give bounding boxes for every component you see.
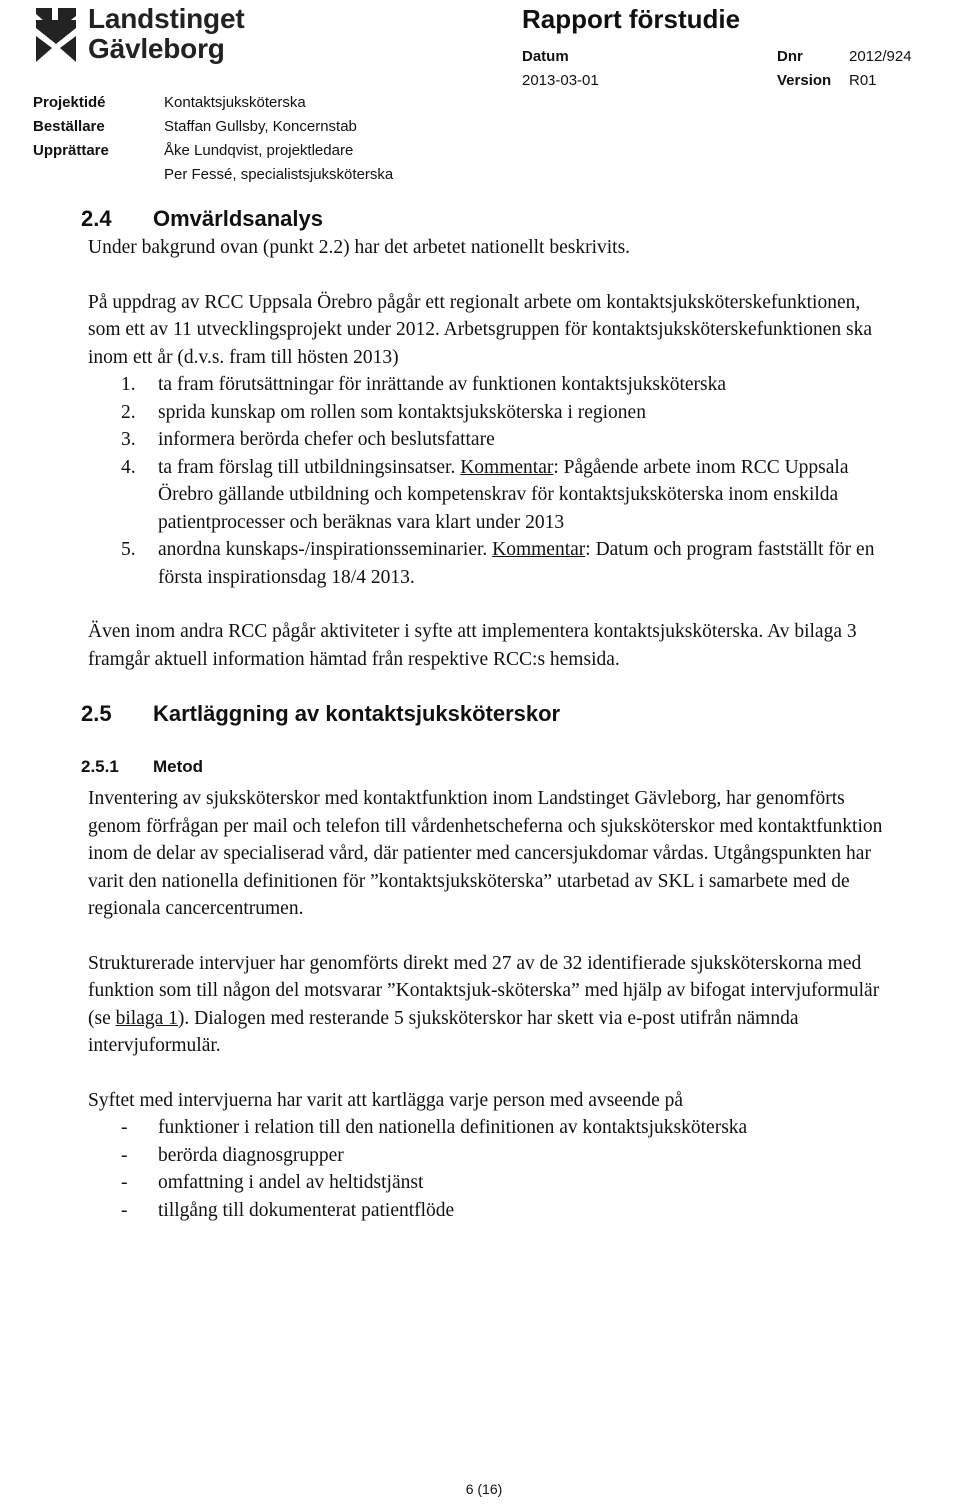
dnr-value: 2012/924 (849, 48, 912, 65)
list-item: - tillgång till dokumenterat patientflöde (121, 1199, 455, 1221)
datum-value: 2013-03-01 (522, 72, 599, 89)
landstinget-logo (32, 4, 262, 66)
section-2-5-1-heading: 2.5.1 Metod (81, 757, 204, 776)
dnr-label: Dnr (777, 48, 803, 65)
kommentar-label: Kommentar (492, 539, 586, 560)
list-item: - omfattning i andel av heltidstjänst (121, 1172, 424, 1193)
datum-label: Datum (522, 48, 569, 65)
report-title: Rapport förstudie (522, 4, 741, 34)
upprattare-value-2: Per Fessé, specialistsjuksköterska (164, 166, 394, 183)
s251-bullet-list (88, 1114, 888, 1224)
logo-line-1: Landstinget (88, 3, 245, 34)
upprattare-label: Upprättare (33, 142, 109, 159)
list-item: 4. ta fram förslag till utbildningsinsatser. Kommentar: Pågående arbete inom RCC Uppsala Örebro gällande utbildning och kompetenskrav för kontaktsjuksköterska inom enskilda patientprocesser och beräknas vara klart under 2013 (121, 456, 849, 533)
version-value: R01 (849, 72, 877, 89)
page-number: 6 (16) (465, 1481, 503, 1497)
section-number: 2.4 (81, 206, 112, 231)
landstinget-logo-icon (32, 6, 80, 64)
list-item: 3. informera berörda chefer och beslutsfattare (121, 429, 495, 450)
section-2-5-heading: 2.5 Kartläggning av kontaktsjuksköterskor (81, 701, 561, 726)
s24-numbered-list (88, 371, 888, 591)
list-item: 5. anordna kunskaps-/inspirationsseminarier. Kommentar: Datum och program fastställt för en första inspirationsdag 18/4 2013. (121, 539, 875, 588)
s251-paragraph-3: Syftet med intervjuerna har varit att kartlägga varje person med avseende på (88, 1089, 684, 1111)
version-label: Version (777, 72, 832, 89)
bilaga-1-link[interactable]: bilaga 1 (115, 1007, 178, 1029)
projektide-value: Kontaktsjuksköterska (164, 94, 306, 111)
section-title: Omvärldsanalys (153, 206, 323, 231)
list-item: 2. sprida kunskap om rollen som kontaktsjuksköterska i regionen (121, 401, 646, 423)
s251-paragraph-1: Inventering av sjuksköterskor med kontaktfunktion inom Landstinget Gävleborg, har genomförts genom förfrågan per mail och telefon till vårdenhetscheferna och sjuksköterskor med kontaktfunktion inom de delar av specialiserad vård, där patienter med cancersjukdomar vårdas. Utgångspunkten har varit den nationella definitionen för ”kontaktsjuksköterska” utarbetad av SKL i samarbete med de regionala cancercentrumen. (88, 788, 883, 919)
list-item: - funktioner i relation till den nationella definitionen av kontaktsjuksköterska (121, 1117, 748, 1138)
document-body (81, 204, 888, 1224)
logo-line-2: Gävleborg (88, 33, 225, 64)
upprattare-value-1: Åke Lundqvist, projektledare (164, 142, 354, 159)
bestallare-value: Staffan Gullsby, Koncernstab (164, 118, 357, 135)
section-2-4-heading (81, 204, 881, 234)
list-item: 1. ta fram förutsättningar för inrättande av funktionen kontaktsjuksköterska (121, 374, 727, 395)
s24-paragraph-3: Även inom andra RCC pågår aktiviteter i syfte att implementera kontaktsjuksköterska. Av bilaga 3 framgår aktuell information hämtad från respektive RCC:s hemsida. (88, 621, 857, 670)
kommentar-label: Kommentar (460, 456, 554, 478)
s24-paragraph-2: På uppdrag av RCC Uppsala Örebro pågår ett regionalt arbete om kontaktsjuksköterskefunktionen, som ett av 11 utvecklingsprojekt under 2012. Arbetsgruppen för kontaktsjuksköterskefunktionen ska inom ett år (d.v.s. fram till hösten 2013) (88, 291, 873, 368)
projektide-label: Projektidé (33, 94, 106, 111)
list-item: - berörda diagnosgrupper (121, 1144, 344, 1166)
s24-paragraph-1: Under bakgrund ovan (punkt 2.2) har det arbetet nationellt beskrivits. (88, 237, 631, 258)
bestallare-label: Beställare (33, 118, 105, 135)
logo-wordmark (88, 4, 244, 64)
s251-paragraph-2: Strukturerade intervjuer har genomförts direkt med 27 av de 32 identifierade sjuksköterskorna med funktion som till någon del motsvarar ”Kontaktsjuk-sköterska” med hjälp av bifogat intervjuformulär (se bilaga 1). Dialogen med resterande 5 sjuksköterskor har skett via e-post utifrån nämnda intervjuformulär. (88, 952, 880, 1056)
